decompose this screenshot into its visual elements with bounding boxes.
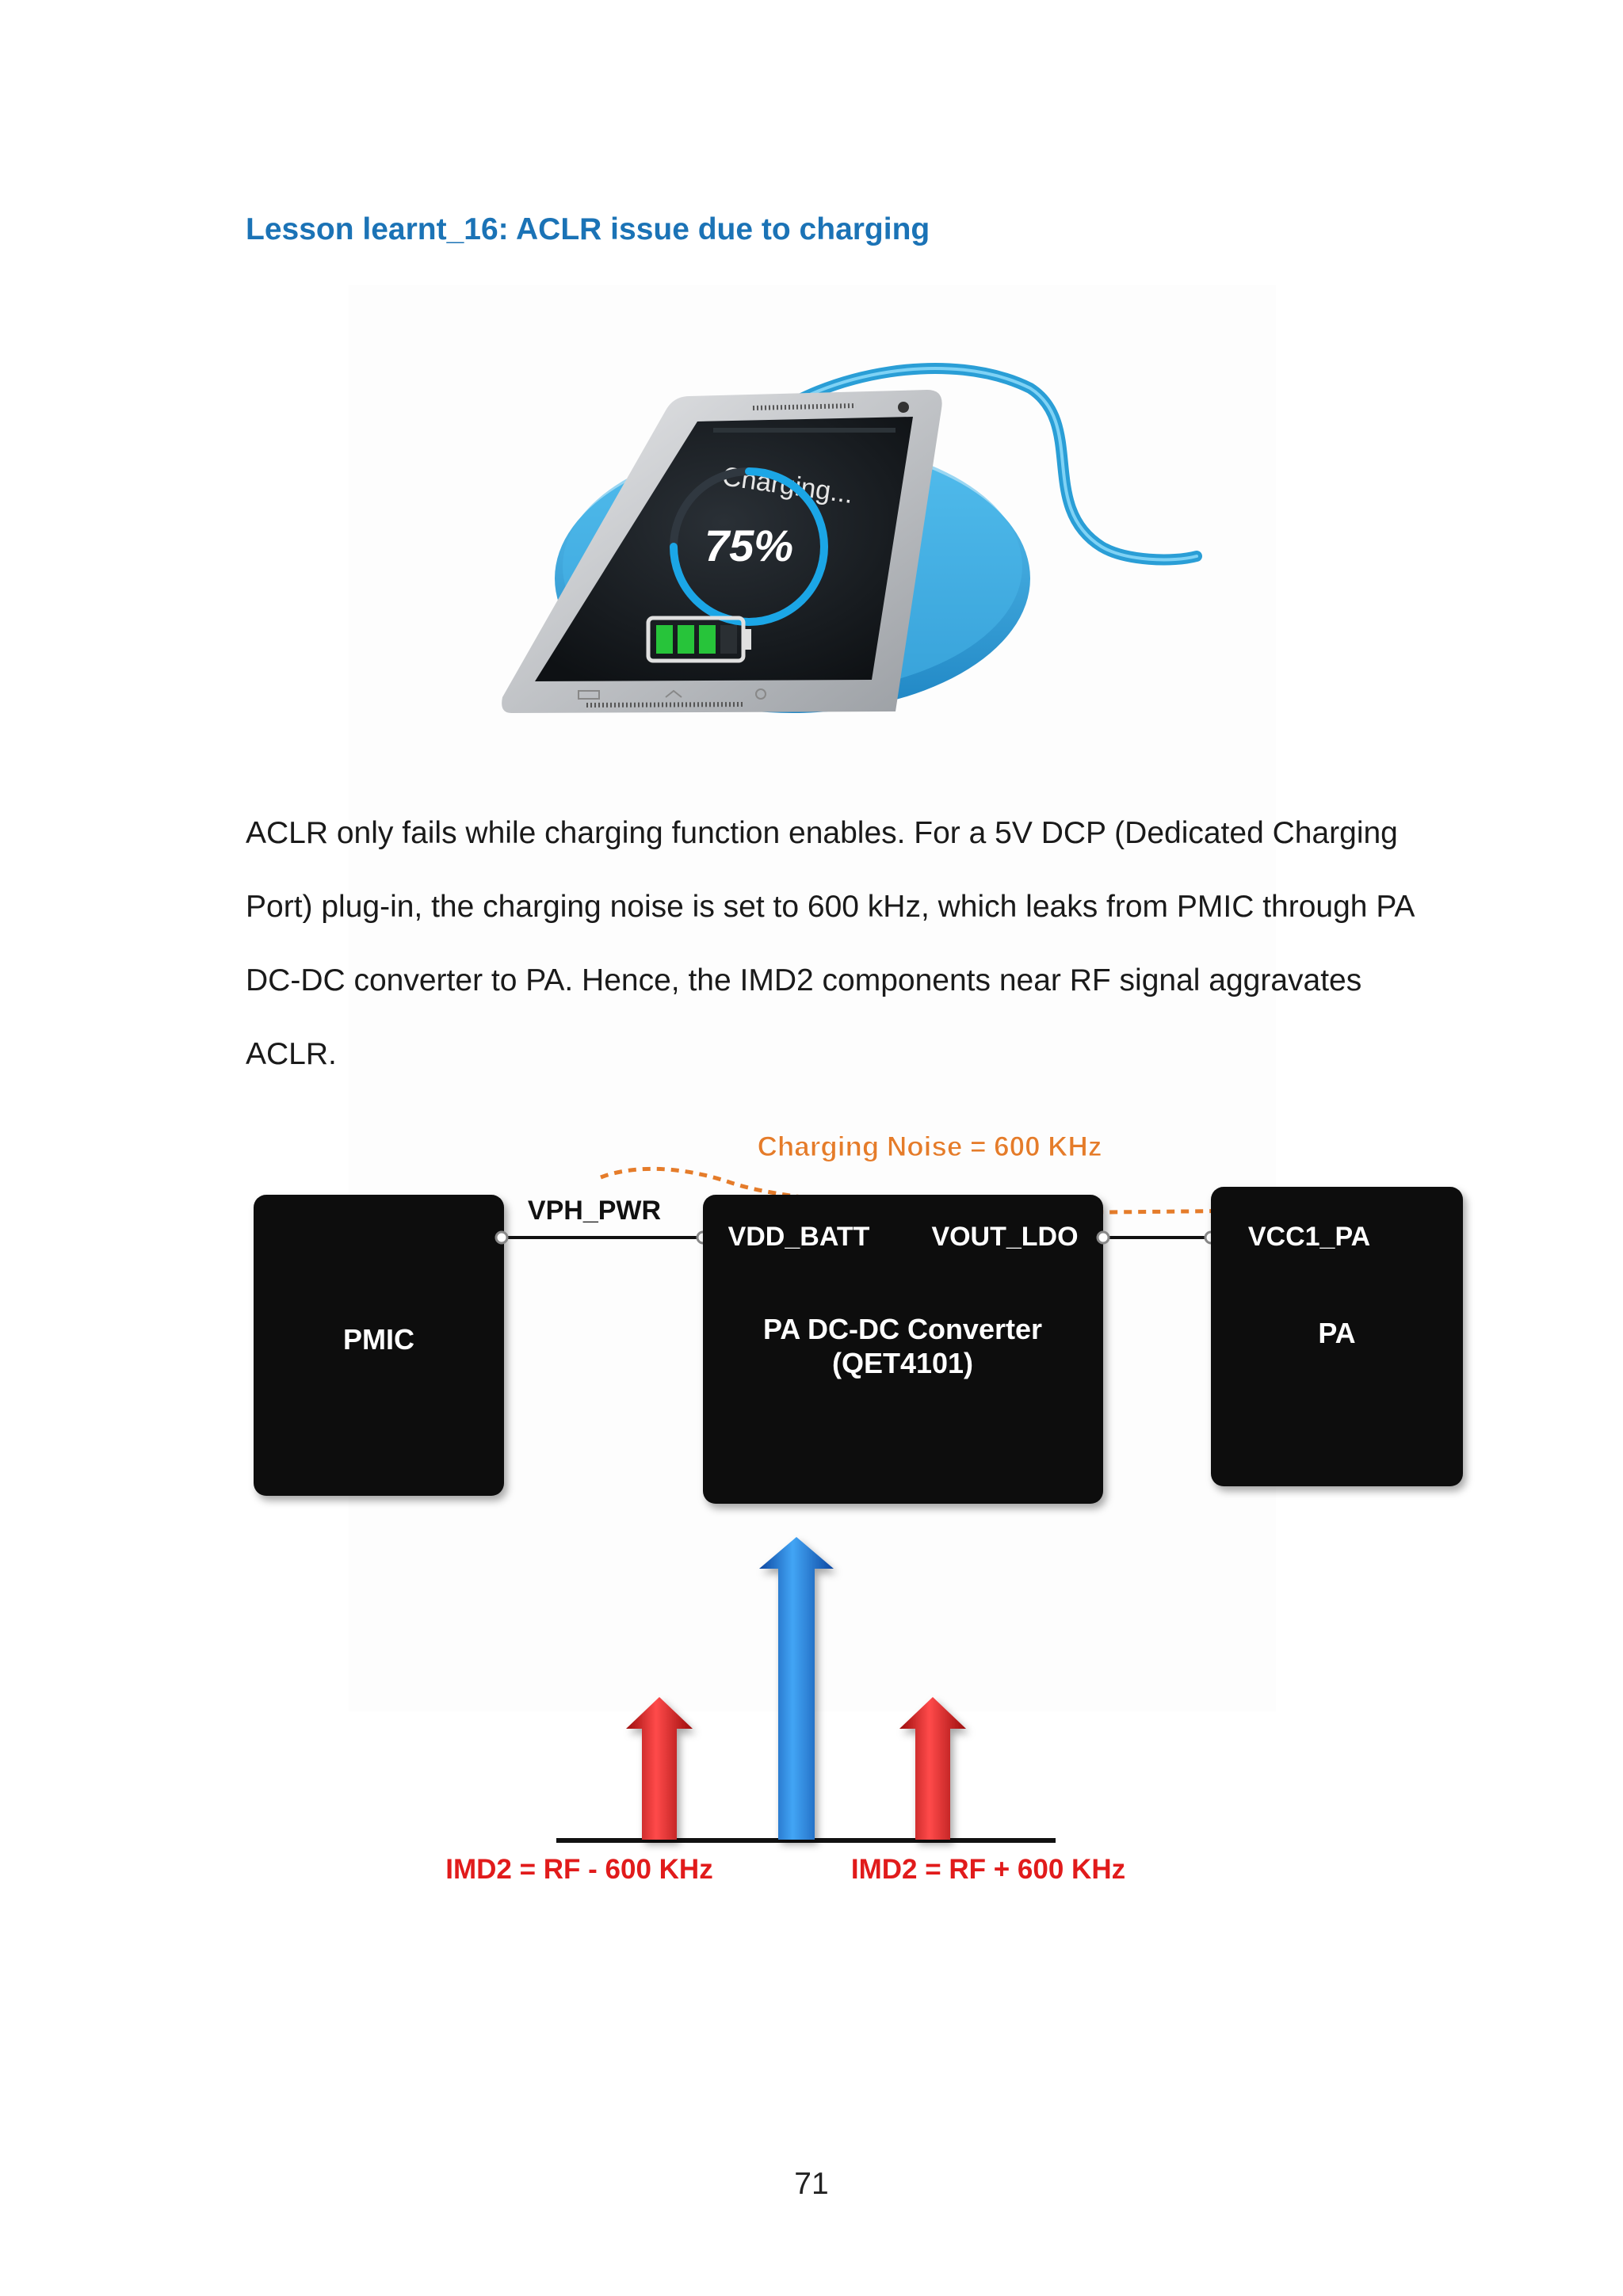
charging-noise-diagram [0,1125,1623,1917]
pmic-label: PMIC [343,1323,414,1356]
rf-signal-arrow [759,1537,834,1840]
page-number: 71 [794,2167,829,2201]
imd2-low-label: IMD2 = RF - 600 KHz [445,1854,713,1885]
converter-title: PA DC-DC Converter [762,1313,1043,1345]
charge-percent-text: 75% [704,521,794,570]
battery-cell [678,625,694,654]
vdd-batt-label: VDD_BATT [727,1222,870,1252]
imd2-low-arrow [626,1697,693,1840]
section-heading: Lesson learnt_16: ACLR issue due to charging [246,212,930,246]
battery-cell [656,625,673,654]
body-paragraph: ACLR only fails while charging function enables. For a 5V DCP (Dedicated Charging Port) plug-in, the charging noise is set to 600 kHz, which leaks from PMIC through PA DC-DC converter to PA. Hence, the IMD2 components near RF signal aggravates ACLR. [246,816,1414,1071]
vph-pwr-label: VPH_PWR [527,1196,662,1226]
vcc1-pa-label: VCC1_PA [1247,1222,1371,1252]
vout-ldo-label: VOUT_LDO [931,1222,1079,1252]
wireless-charging-phone-image [349,349,1212,729]
charging-noise-label: Charging Noise = 600 KHz [757,1131,1102,1162]
converter-part-number: (QET4101) [831,1347,974,1379]
battery-cell [699,625,716,654]
imd2-high-arrow [899,1697,966,1840]
battery-cell [720,625,737,654]
imd2-high-label: IMD2 = RF + 600 KHz [850,1854,1126,1885]
pa-label: PA [1318,1317,1356,1349]
charging-screen-text: Charging... [720,461,855,510]
